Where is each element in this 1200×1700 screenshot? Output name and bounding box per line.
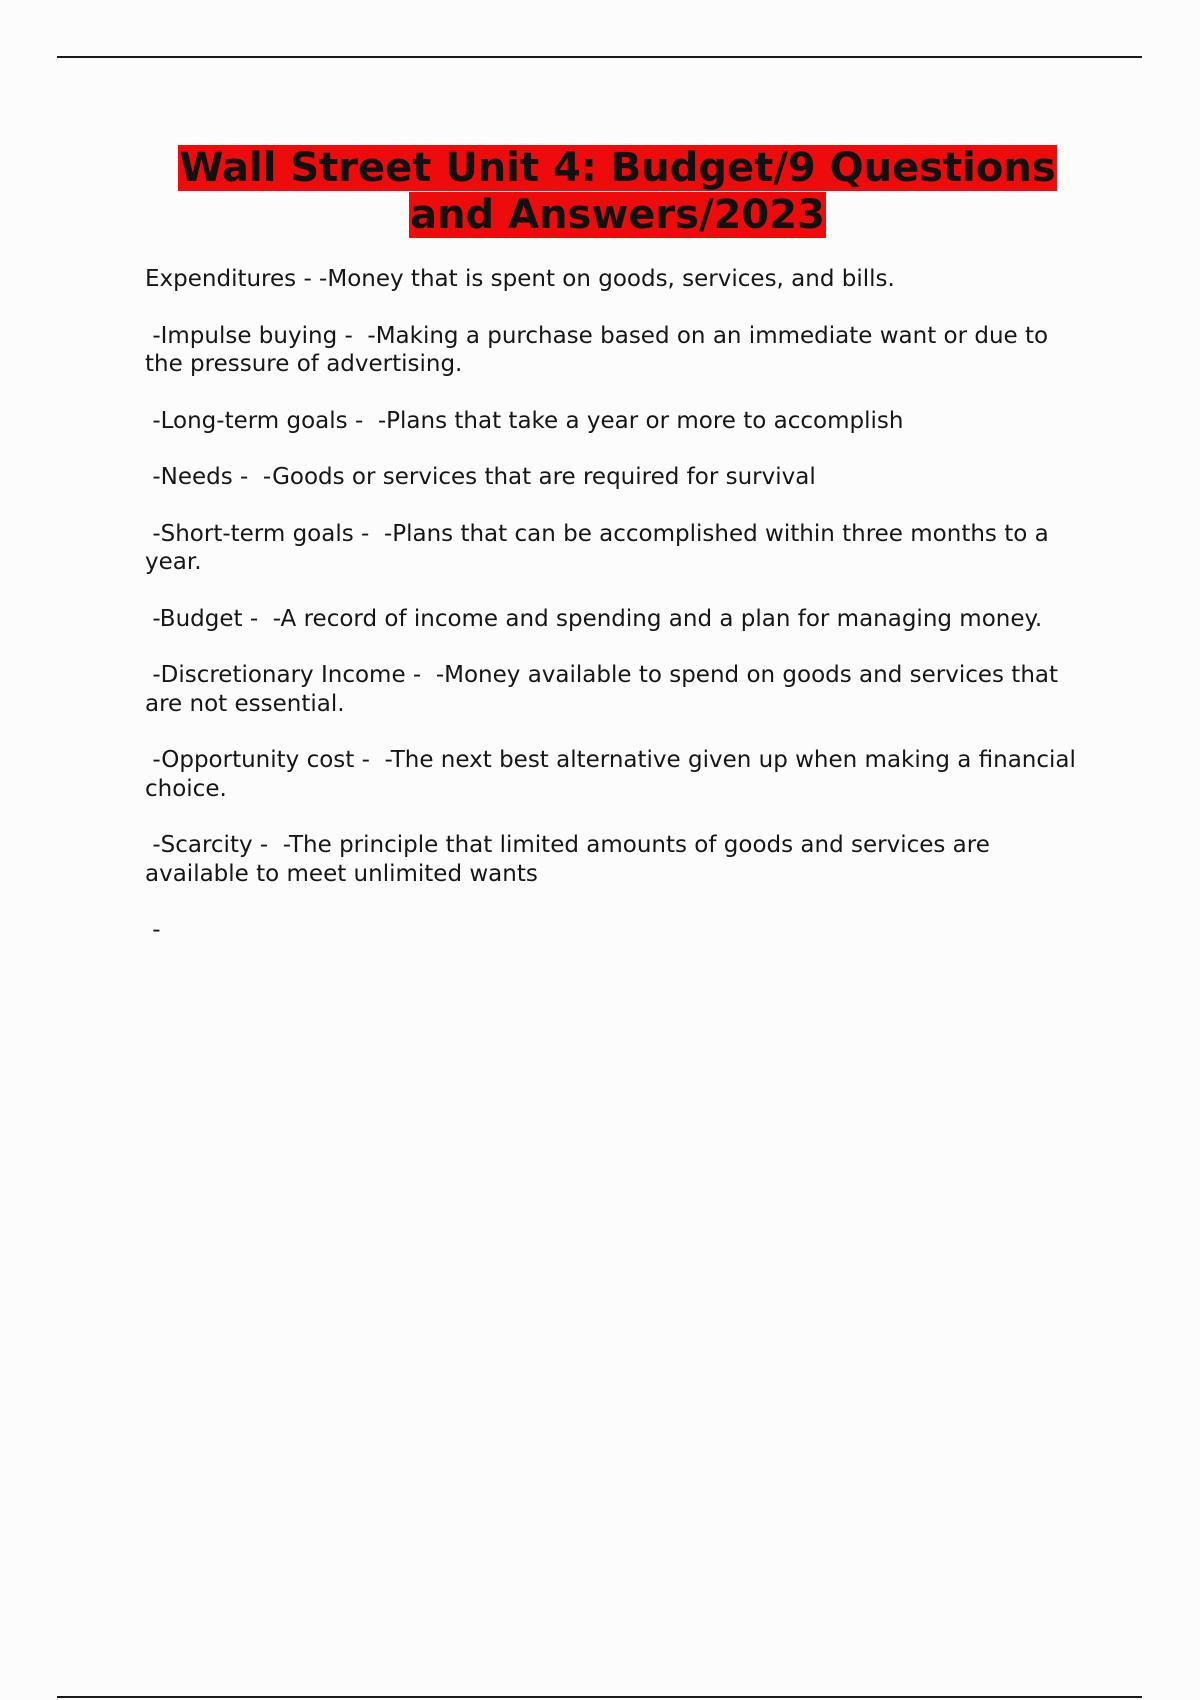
qa-entry-discretionary-income: -Discretionary Income - -Money available to spend on goods and services that are not essential. [145,662,1066,717]
qa-entry-budget: -Budget - -A record of income and spending and a plan for managing money. [145,605,1043,632]
document-title [145,145,1090,239]
qa-entry-scarcity: -Scarcity - -The principle that limited amounts of goods and services are available to meet unlimited wants [145,832,998,887]
trailing-dash: - [145,917,161,943]
qa-entry-impulse-buying: -Impulse buying - -Making a purchase based on an immediate want or due to the pressure of advertising. [145,322,1056,377]
title-highlight: Wall Street Unit 4: Budget/9 Questions and Answers/2023 [179,145,1056,238]
qa-entry-long-term-goals: -Long-term goals - -Plans that take a year or more to accomplish [145,407,904,434]
qa-entry-short-term-goals: -Short-term goals - -Plans that can be accomplished within three months to a year. [145,520,1057,575]
top-rule [57,56,1142,58]
qa-list [145,265,1084,973]
qa-entry-opportunity-cost: -Opportunity cost - -The next best alternative given up when making a financial choice. [145,747,1084,802]
bottom-rule [57,1696,1142,1698]
qa-entry-needs: -Needs - -Goods or services that are required for survival [145,464,816,490]
qa-entry-expenditures: Expenditures - -Money that is spent on goods, services, and bills. [145,266,895,292]
